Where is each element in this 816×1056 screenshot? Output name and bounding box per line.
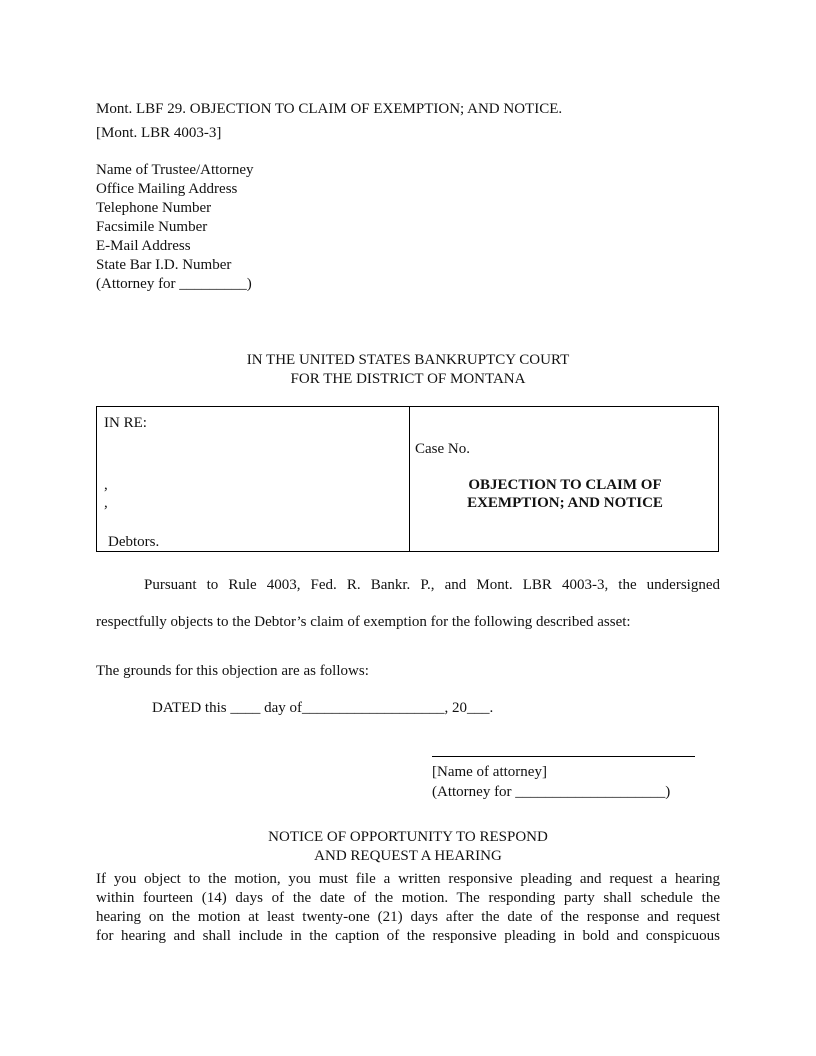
form-title: Mont. LBF 29. OBJECTION TO CLAIM OF EXEMPTION; AND NOTICE. xyxy=(96,101,563,117)
attorney-line: State Bar I.D. Number xyxy=(96,257,232,273)
court-name: IN THE UNITED STATES BANKRUPTCY COURT xyxy=(246,352,570,368)
in-re-label: IN RE: xyxy=(104,415,147,431)
notice-heading: NOTICE OF OPPORTUNITY TO RESPOND xyxy=(268,829,548,845)
case-caption-box xyxy=(96,406,719,552)
objection-paragraph-cont: respectfully objects to the Debtor’s claim of exemption for the following described asset: xyxy=(96,614,631,630)
dated-line: DATED this ____ day of___________________, 20___. xyxy=(152,700,494,716)
attorney-for-line: (Attorney for ____________________) xyxy=(432,784,671,800)
attorney-line: Name of Trustee/Attorney xyxy=(96,162,254,178)
rule-reference: [Mont. LBR 4003-3] xyxy=(96,125,222,141)
attorney-line: Facsimile Number xyxy=(96,219,208,235)
case-number-label: Case No. xyxy=(415,441,470,457)
notice-text-line: If you object to the motion, you must file a written responsive pleading and request a hearing xyxy=(96,871,720,887)
debtor-name-separator: , xyxy=(104,495,108,511)
attorney-name-placeholder: [Name of attorney] xyxy=(432,764,547,780)
debtors-label: Debtors. xyxy=(108,534,160,550)
document-title: OBJECTION TO CLAIM OF xyxy=(468,477,662,493)
notice-text-line: within fourteen (14) days of the date of the motion. The responding party shall schedule the xyxy=(96,890,720,906)
notice-text-line: for hearing and shall include in the caption of the responsive pleading in bold and conspicuous xyxy=(96,928,720,944)
attorney-line: Telephone Number xyxy=(96,200,212,216)
attorney-line: E-Mail Address xyxy=(96,238,191,254)
signature-line xyxy=(432,756,695,757)
objection-paragraph: Pursuant to Rule 4003, Fed. R. Bankr. P., and Mont. LBR 4003-3, the undersigned xyxy=(144,577,720,593)
document-title: EXEMPTION; AND NOTICE xyxy=(467,495,663,511)
attorney-line: (Attorney for _________) xyxy=(96,276,252,292)
attorney-line: Office Mailing Address xyxy=(96,181,238,197)
grounds-text: The grounds for this objection are as follows: xyxy=(96,663,369,679)
debtor-name-separator: , xyxy=(104,477,108,493)
notice-heading-cont: AND REQUEST A HEARING xyxy=(314,848,502,864)
notice-text-line: hearing on the motion at least twenty-one (21) days after the date of the response and request xyxy=(96,909,720,925)
court-district: FOR THE DISTRICT OF MONTANA xyxy=(290,371,526,387)
